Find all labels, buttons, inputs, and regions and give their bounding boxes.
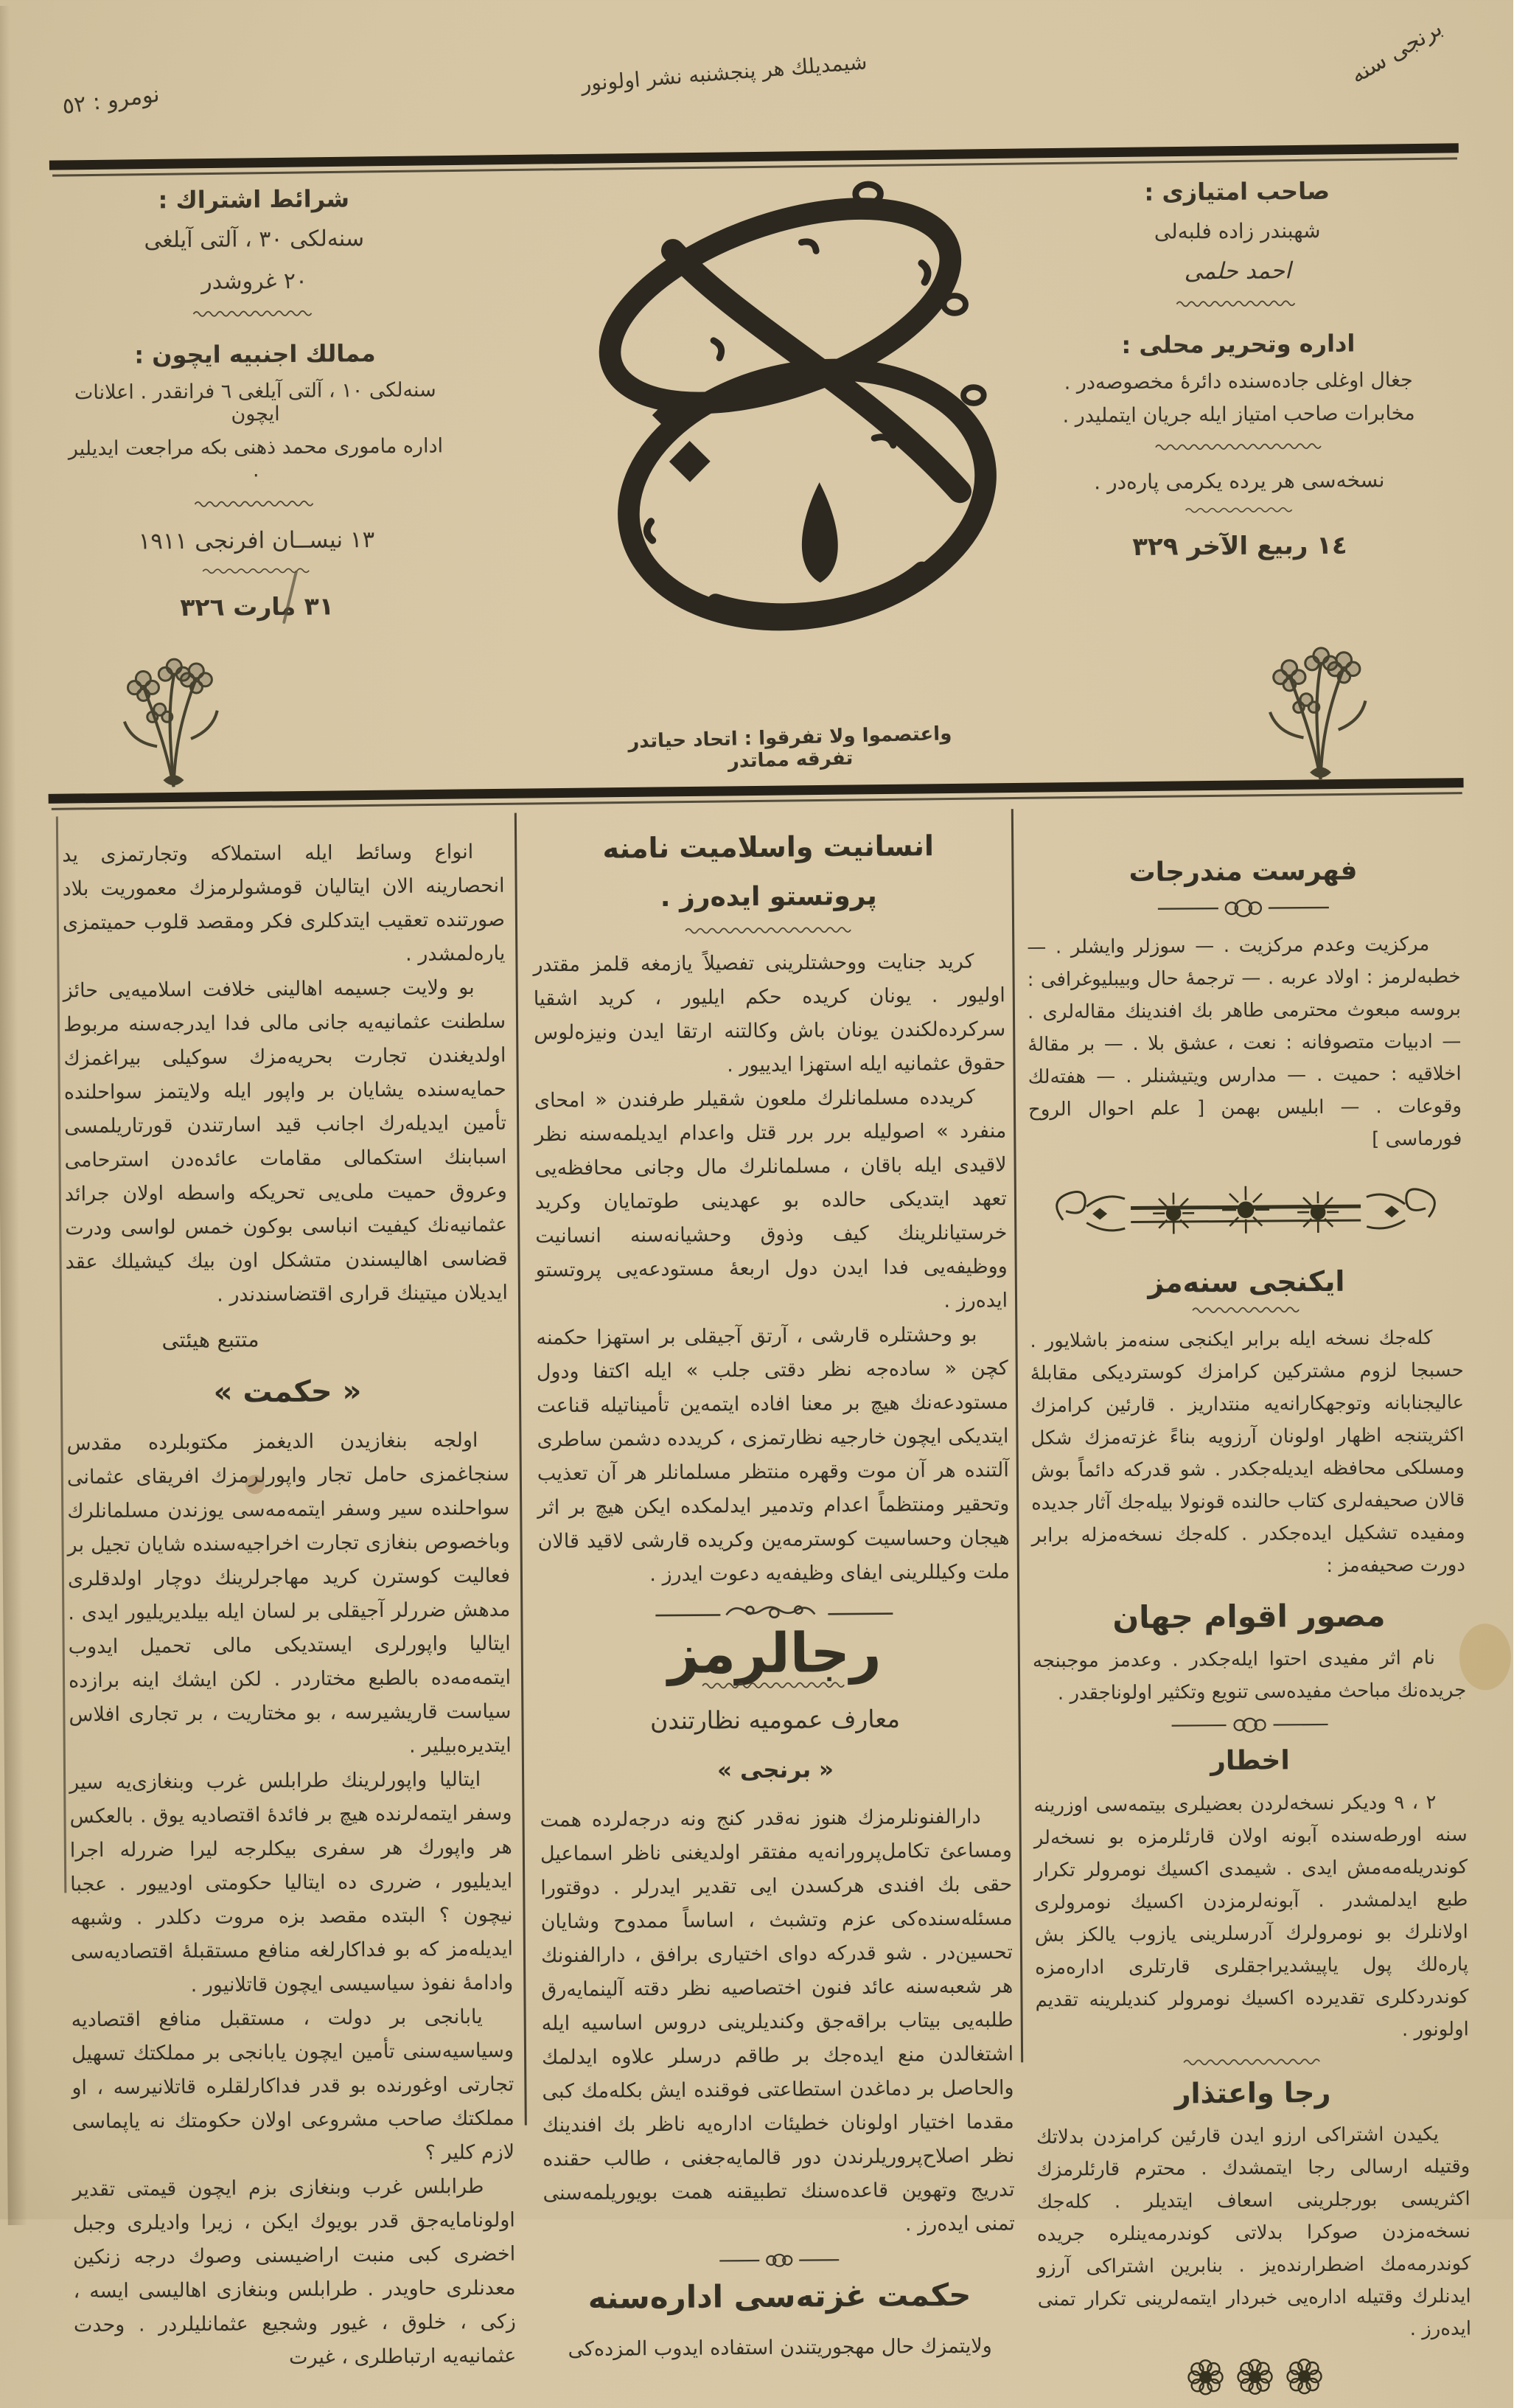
owner-heading: صاحب امتيازى : — [1145, 176, 1331, 206]
date-hijri: ١٤ ربيع الآخر ٣٢٩ — [1133, 530, 1348, 562]
loop-divider-icon — [1156, 898, 1333, 919]
squiggle-divider-icon — [194, 499, 319, 509]
ricalimiz-heading: رجالرمز — [668, 1621, 882, 1686]
article-paragraph: انواع وسائط ايله استملاكه وتجارتمزى يد انحصارينه الان ايتاليان قومشولرمزك معموريت بلاد صورتنده تعقيب ايتدكلرى فكر ومقصد قلوب حميتمزى ياره‌لمشدر . — [63, 841, 506, 966]
article-paragraph: كريدده مسلمانلرك ملعون شقيلر طرفندن « امحاى منفرد » اصوليله برر برر قتل واعدام ايديلمه‌سنه نظر لاقيدى ايله باقان ، مسلمانلرك مال وجانى محافظه‌يى تعهد ايتديكى حالده بو عهدينى طوتمايان وكريد خرستيانلرينك كيف وذوق وحشيانه‌سنه انسانيت ووظيفه‌يى فدا ايدن دول اربعهٔ مستودعه‌يى پروتستو ايده‌رز . — [534, 1085, 1009, 1313]
subscription-heading: شرائط اشتراك : — [158, 184, 351, 215]
office-line: مخابرات صاحب امتياز ايله جريان ايتمليدر . — [1063, 401, 1416, 428]
office-line: جغال اوغلى جاده‌سنده دائرهٔ مخصوصه‌در . — [1064, 368, 1414, 394]
section-heading-rija: رجا واعتذار — [1175, 2075, 1332, 2110]
squiggle-divider-icon — [192, 309, 318, 319]
subscription-line: ٢٠ غروشدر — [202, 268, 309, 295]
protest-subheading: پروتستو ايده‌رز . — [660, 880, 878, 914]
article-paragraph: طرابلس غرب وبنغازى بزم ايچون قيمتى تقدير اولونامايه‌جق قدر بويوك ايكن ، زيرا واديلرى وجبل اخضرى كبى منبت اراضيسنى وصوك درجه زنكين معدنلرى حاويدر . طرابلس وبنغازى اهاليسى ايسه ، زكى ، خلوق ، غيور وشجيع عثمانليلردر . وحدت عثمانيه‌يه ارتباطلرى ، غيرت — [73, 2174, 517, 2370]
squiggle-divider-icon — [1183, 2057, 1323, 2067]
publication-note: شيمديلك هر پنجشنبه نشر اولونور — [581, 49, 869, 97]
squiggle-divider-icon — [1155, 442, 1325, 452]
date-gregorian: ١٣ نيســان افرنجى ١٩١١ — [139, 526, 376, 555]
article-paragraph: ٢ ، ٩ وديكر نسخه‌لردن بعضيلرى بيتمه‌سى اوزرينه سنه اورطه‌سنده آبونه اولان قارئلرمزه بو نسخه‌لر كوندريله‌مه‌مش ايدى . شيمدى اكسيك نومرولر تكرار طبع ايدلمشدر . آبونه‌لرمزدن اكسيك نومرولرى اولانلرك بو نومرولرك آدرسلرينى يازوب يالكز بش پاره‌لك پول ياپيشديراجقلرى قارتلرى اداره‌مزه كوندردكلرى تقديرده اكسيك نومرولر كنديلرينه تقديم اولونور . — [1034, 1791, 1470, 2042]
mid-rule — [49, 778, 1465, 804]
hikmet-idare-heading: حكمت غزته‌سى اداره‌سنه — [588, 2276, 972, 2316]
column-middle — [533, 809, 1017, 2367]
article-paragraph: ولايتمزك حال مهجوريتندن استفاده ايدوب المزده‌كى — [568, 2334, 993, 2362]
price-line: نسخه‌سى هر يرده يكرمى پاره‌در . — [1095, 467, 1386, 495]
article-paragraph: بو وحشتلره قارشى ، آرتق آجيقلى بر استهزا حكمنه كچن « ساده‌جه نظر دقتى جلب » ايله اكتفا ودول مستودعه‌نك هيچ بر معنا افاده ايتمه‌ين تأميناتيله قناعت ايتديكى ايچون خارجيه نظارتمزى ، كريدده دشمن ساطرى آلتنده هر آن موت وقهره منتظر مسلمانلر هر آن تعذيب وتحقير ومنتظماً اعدام وتدمير ايدلمكده ايكن هيچ بر اثر هيجان وحساسيت كوسترمه‌ين وكريده قارشى لاقيد قالان ملت وكيللرينى ايفاى وظيفه‌يه دعوت ايدرز . — [537, 1323, 1011, 1587]
year-label: برنجى سنه — [1347, 15, 1448, 89]
owner-line: شهبندر زاده فلبه‌لى — [1154, 218, 1322, 244]
article-paragraph: كله‌جك نسخه ايله برابر ايكنجى سنه‌مز باشلايور . حسبجا لزوم مشتركين كرامزك كوسترديكى مقابلهٔ عاليجنابانه وتوجهكارانه‌يه منتداريز . قارئين كرامزك اكثريتنجه اظهار اولونان آرزويه بناءً غزته‌مزك شكل ومسلكى محافظه ايديله‌جكدر . شو قدركه دائماً بوش قالان صحيفه‌لرى كتاب حالنده قونولا بيله‌جك آثار جديده ومفيده تشكيل ايده‌جكدر . كله‌جك نسخه‌مزله برابر دورت صحيفه‌مز : — [1030, 1326, 1466, 1577]
birinci-label: « برنجى » — [717, 1756, 835, 1784]
foreign-heading: ممالك اجنبيه ايچون : — [135, 339, 377, 369]
column-separator — [515, 813, 528, 2126]
squiggle-divider-icon — [1176, 299, 1301, 308]
floral-band-icon — [1042, 1172, 1452, 1251]
section-heading-ihtar: اخطار — [1210, 1745, 1291, 1777]
squiggle-divider-icon — [685, 925, 854, 936]
flower-bouquet-icon — [105, 636, 240, 791]
column-right — [1027, 805, 1473, 2400]
column-left — [63, 815, 517, 2377]
article-paragraph: يابانجى بر دولت ، مستقبل منافع اقتصاديه وسياسيه‌سنى تأمين ايچون يابانجى بر مملكتك تسهيل تجارتى اوغورنده بو قدر فداكارلقلره قاتلانيرسه ، او مملكتك صاحب مشروعى اولان حكومتك نه ياپماسى لازم كلير ؟ — [71, 2005, 516, 2165]
hikmet-article-heading: « حكمت » — [214, 1374, 363, 1410]
section-heading-fihrist: فهرست مندرجات — [1129, 855, 1358, 888]
section-heading-musavver: مصور اقوام جهان — [1113, 1597, 1386, 1636]
contents-list: مركزيت وعدم مركزيت . — سوزلر وايشلر . — خطبه‌لرمز : اولاد عربه . — ترجمهٔ حال وبيبليوغرافى : بروسه مبعوث محترمى طاهر بك افندينك مقاله‌لرى . — ادبيات متصوفانه : نعت ، عشق بلا . — بر مقالهٔ اخلاقيه : حميت . — مدارس ويتيشنلر . — هفته‌لك وقوعات . — ابليس بهمن [ علم احوال الروح فورماسى ] — [1028, 933, 1463, 1151]
foreign-line: سنه‌لكى ١٠ ، آلتى آيلغى ٦ فرانقدر . اعلانات ايچون — [74, 378, 437, 426]
maarif-subheading: معارف عموميه نظارتندن — [650, 1704, 901, 1736]
article-paragraph: نام اثر مفيدى احتوا ايله‌جكدر . وعدمز موجبنجه جريده‌نك مباحث مفيده‌سى تنويع وتكثير اولوناجقدر . — [1033, 1646, 1468, 1705]
issue-number: نومرو : ٥٢ — [61, 81, 162, 120]
office-heading: اداره وتحرير محلى : — [1122, 329, 1356, 360]
scan-edge-shadow — [0, 6, 28, 2225]
protest-heading: انسانيت واسلاميت نامنه — [603, 829, 935, 865]
loop-divider-icon — [1169, 1716, 1331, 1734]
article-paragraph: دارالفنونلرمزك هنوز نه‌قدر كنج ونه درجه‌لرده همت ومساعئ تكامل‌پرورانه‌يه مفتقر اولديغنى ناظر اسماعيل حقى بك افندى هركسدن ايى تقدير ايدرلر . دوقتورا مسئله‌سنده‌كى عزم وتشبث ، اساساً ممدوح وشايان تحسين‌در . شو قدركه دواى اختيارى برافق ، دارالفنونك هر شعبه‌سنه عائد فنون اختصاصيه نظر دقته آلينمايه‌رق طلبه‌يى بيتاب براقه‌جق وكنديلرينى دروس اساسيه ايله اشتغالدن منع ايده‌جك بر طاقم درسلر علاوه ايدلمك والحاصل بر دماغدن استطاعتى فوقنده ايش بكله‌مك كبى مقدما اختيار اولونان خطيئات اداره‌يه ناظر بك افندينك نظر اصلاح‌پروريلرندن دور قالمايه‌جغنى ، طالب حقنده تدريج وتهوين قاعده‌سنك تطبيقنه همت بويوريلمه‌سنى تمنى ايده‌رز . — [540, 1805, 1016, 2236]
masthead-calligraphy-icon — [562, 154, 1002, 683]
article-paragraph: بو ولايت جسيمه اهالينى خلافت اسلاميه‌يى حائز سلطنت عثمانيه‌يه جانى مالى فدا ايدرجه‌سنه مربوط اولديغندن تجارت بحريه‌مزك سوكيلى بيراغمزك حمايه‌سنده يشايان بر واپور ايله ولايتمز سواحلنده تأمين ايديله‌رك اجانب قيد اسارتندن قورتاريلمسى اسبابنك استكمالى مقامات عائده‌دن استرحامى وعروق حميت ملى‌يى تحريكه واسطه اولان جرائد عثمانيه‌نك كيفيت انباسى بوكون خمس لواسى ودرت قضاسى اهاليسندن متشكل اون بيك كيشيلك عقد ايديلان ميتينك قرارى اقتضاسندندر . — [63, 975, 509, 1306]
flower-bouquet-icon — [1246, 623, 1392, 784]
article-paragraph: اولجه بنغازيدن الديغمز مكتوبلرده مقدس سنجاغمزى حامل تجار واپورلرمزك افريقاى عثمانى سواحلنده سير وسفر ايتمه‌مه‌سى يوزندن مسلمانلرك وباخصوص بنغازى تجارت اخراجيه‌سنده شايان تجيل بر فعاليت كوسترن كريد مهاجرلرينك دوچار اولدقلرى مدهش ضررلر آجيقلى بر لسان ايله بيلديريليور ايدى . ايتاليا واپورلرى ايستديكى مالى تحميل ايدوب ايتمه‌مه‌ده بالطبع مختاردر . لكن ايشك اينه برازده سياست قاريشيرسه ، بو مختاريت ، بر تجارى افلاس ايتديره‌بيلير . — [67, 1428, 512, 1758]
article-paragraph: كريد جنايت ووحشتلرينى تفصيلاً يازمغه قلمز مقتدر اوليور . يونان كريده حكم ايليور ، كريد اشقيا سركرده‌لكندن يونان باش وكالتنه ارتقا ايدن ونيزه‌لوس حقوق عثمانيه ايله استهزا ايدييور . — [534, 950, 1007, 1077]
owner-name: احمد حلمى — [1185, 257, 1292, 285]
section-heading-second-year: ايكنجى سنه‌مز — [1148, 1264, 1346, 1299]
paper-stain — [1460, 1624, 1513, 1691]
column-separator — [1012, 809, 1024, 2062]
article-paragraph: يكيدن اشتراكى ارزو ايدن قارئين كرامزدن بدلاتك وقتيله ارسالى رجا ايتمشدك . محترم قارئلرمزك اكثريسى بورجلرينى اسعاف ايتديلر . كله‌جك نسخه‌مزدن صوكرا بدلاتى كوندرمه‌ينلره جريده كوندرمه‌مك اضطرارنده‌يز . بنابرين اشتراكى آرزو ايدنلرك وقتيله اداره‌يى خبردار ايتمه‌لرينى تكرار تمنى ايده‌رز . — [1036, 2123, 1473, 2341]
subscription-block — [63, 184, 450, 622]
subscription-line: سنه‌لكى ٣٠ ، آلتى آيلغى — [144, 226, 366, 254]
article-signature: متتبع هيئتى — [162, 1326, 260, 1353]
squiggle-divider-icon — [1192, 1305, 1302, 1315]
foreign-line: اداره مامورى محمد ذهنى بكه مراجعت ايديلير . — [69, 434, 444, 482]
rosette-row-icon — [1178, 2355, 1333, 2399]
date-rumi: ٣١ مارت ٣٢٦ — [181, 591, 335, 622]
squiggle-divider-icon — [1185, 506, 1296, 514]
loop-divider-icon — [717, 2252, 843, 2268]
publisher-block — [1042, 176, 1436, 563]
article-paragraph: ايتاليا واپورلرينك طرابلس غرب وبنغازى‌يه سير وسفر ايتمه‌لرنده هيچ بر فائدهٔ اقتصاديه يوق . بالعكس هر واپورك هر سفرى بيكلرجه ليرا ضررله اجرا ايديليور ، ضررى ده ايتاليا حكومتى اودييور . عجبا نيچون ؟ البتده مقصد بزه مروت دكلدر . وشبهه ايديله‌مز كه بو فداكارلغه منافع مستقبلهٔ اقتصاديه‌سى وادامهٔ نفوذ سياسيسى ايچون قاتلانيور . — [70, 1767, 514, 1997]
masthead-motto: واعتصموا ولا تفرقوا : اتحاد حياتدر تفرقه مماتدر — [628, 723, 953, 773]
